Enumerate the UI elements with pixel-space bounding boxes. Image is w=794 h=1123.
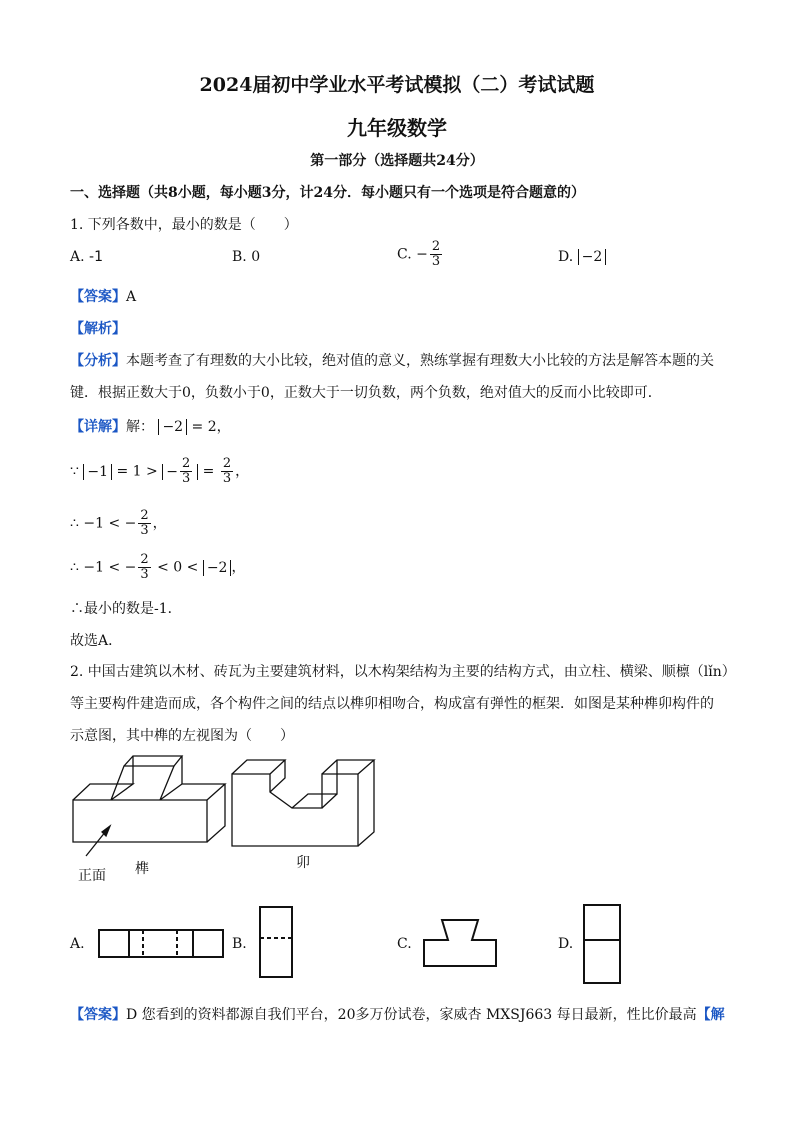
q1-detail-step2 [70,509,167,538]
answer-value: A [126,289,137,305]
step1-abs2 [162,456,198,486]
q1-detail-step5: 故选A． [70,633,123,649]
q2-answer-text: D 您看到的资料都源自我们平台，20多万份试卷，家威杏 MXSJ663 每日最新，性比价最高 [126,1007,697,1023]
fenxi-tag: 【分析】 [70,353,126,369]
mao-top-right [322,760,374,774]
step3-pre: ∴ −1 < − [70,559,137,576]
q1-option-c [397,240,444,269]
mao-slot-inner [270,760,337,808]
fraction-denominator: 3 [140,567,149,582]
fraction-denominator: 3 [222,471,232,486]
step2-pre: ∴ −1 < − [70,515,137,532]
q2-figure-sun-mao [60,752,390,890]
mao-side [358,760,374,846]
subject-title: 九年级数学 [347,116,447,140]
mao-front-face [232,774,358,846]
step0-abs: −2 [158,419,187,435]
step1-abs2-sign: − [166,463,178,480]
step3-end: ， [231,559,246,576]
q2-option-d-figure [581,902,625,986]
fraction-numerator: 2 [140,508,149,523]
step1-abs2-fraction [180,457,192,486]
q2-option-c-label: C. [397,936,412,952]
step1-eq: = [202,463,215,480]
fig-sun-label: 榫 [135,861,149,877]
q1-option-a-value: -1 [89,249,103,265]
step2-end: ， [152,515,167,532]
part-title: 第一部分（选择题共24分） [310,153,484,169]
q1-detail-step1 [70,457,249,486]
q1-option-b-value: 0 [251,249,261,265]
q1-fenxi-line2: 键．根据正数大于0，负数小于0，正数大于一切负数，两个负数，绝对值大的反而小比较即可． [70,385,662,401]
q1-detail-step4: ∴最小的数是-1． [70,601,182,617]
step3-mid: < 0 < [157,559,199,576]
step0-pre: 解： [126,419,154,435]
q2-stem-line3: 示意图，其中榫的左视图为（ ） [70,728,294,744]
q1-option-b [232,249,260,265]
fraction-denominator: 3 [181,471,191,486]
q1-option-b-label: B. [232,249,247,265]
q1-option-a [70,249,103,265]
fig-mao-label: 卯 [296,855,310,871]
q2-option-b-label: B. [232,936,247,952]
q1-stem: 1. 下列各数中，最小的数是（ ） [70,217,298,233]
q2-answer [70,1004,725,1024]
step1-abs1: −1 [83,464,112,480]
step1-end: ， [235,463,250,480]
q2-option-b-figure [257,904,297,980]
q1-detail-step3 [70,553,245,582]
q1-option-a-label: A. [70,249,85,265]
q2-stem-line1: 2. 中国古建筑以木材、砖瓦为主要建筑材料，以木构架结构为主要的结构方式，由立柱、横梁、顺檩（lǐn） [70,664,736,680]
fraction-numerator: 2 [222,456,232,471]
q1-analysis-tag [70,318,126,338]
fraction-numerator: 2 [181,456,191,471]
sun-top-right [160,784,225,800]
q2-stem-line2: 等主要构件建造而成，各个构件之间的结点以榫卯相吻合，构成富有弹性的框架．如图是某种榫卯构件的 [70,696,714,712]
analysis-tag: 【解析】 [70,321,126,337]
q2-option-c-figure [420,914,500,970]
sun-tenon-back [133,756,182,784]
q1-option-c-label: C. [397,246,412,263]
step1-mid: = 1 > [116,463,158,480]
fraction-numerator: 2 [431,239,441,254]
fenxi-text-1: 本题考查了有理数的大小比较，绝对值的意义，熟练掌握有理数大小比较的方法是解答本题的关 [126,353,714,369]
fraction-denominator: 3 [431,254,441,269]
step2-fraction [138,509,150,538]
q1-option-d-label: D. [558,249,574,265]
q1-answer [70,286,136,306]
fig-front-label: 正面 [78,868,106,884]
step1-pre: ∵ [70,463,79,480]
q1-fenxi-line1 [70,350,714,370]
q1-option-c-sign: − [416,246,428,263]
step3-fraction [138,553,150,582]
exam-title: 2024届初中学业水平考试模拟（二）考试试题 [199,74,595,96]
fraction-numerator: 2 [140,552,149,567]
q2-option-a-figure [97,928,225,960]
trailing-tag: 【解 [696,1007,725,1023]
sun-tenon-front [111,766,174,800]
answer-tag: 【答案】 [70,1007,126,1023]
sun-top-left [73,784,133,800]
q1-detail-step0 [70,416,231,436]
step0-post: = 2， [191,419,231,435]
section-heading: 一、选择题（共8小题，每小题3分，计24分．每小题只有一个选项是符合题意的） [70,185,585,201]
fraction-denominator: 3 [140,523,149,538]
q1-option-d-value: −2 [578,249,607,265]
q2-option-d-label: D. [558,936,574,952]
sun-front-face [73,800,207,842]
answer-tag: 【答案】 [70,289,126,305]
q2-option-a-label: A. [70,936,85,952]
step3-abs: −2 [203,560,232,576]
q1-option-c-fraction [430,240,442,269]
q1-option-d [558,249,606,265]
step1-fraction [221,457,233,486]
mao-top-left [232,760,285,774]
xiangjie-tag: 【详解】 [70,419,126,435]
